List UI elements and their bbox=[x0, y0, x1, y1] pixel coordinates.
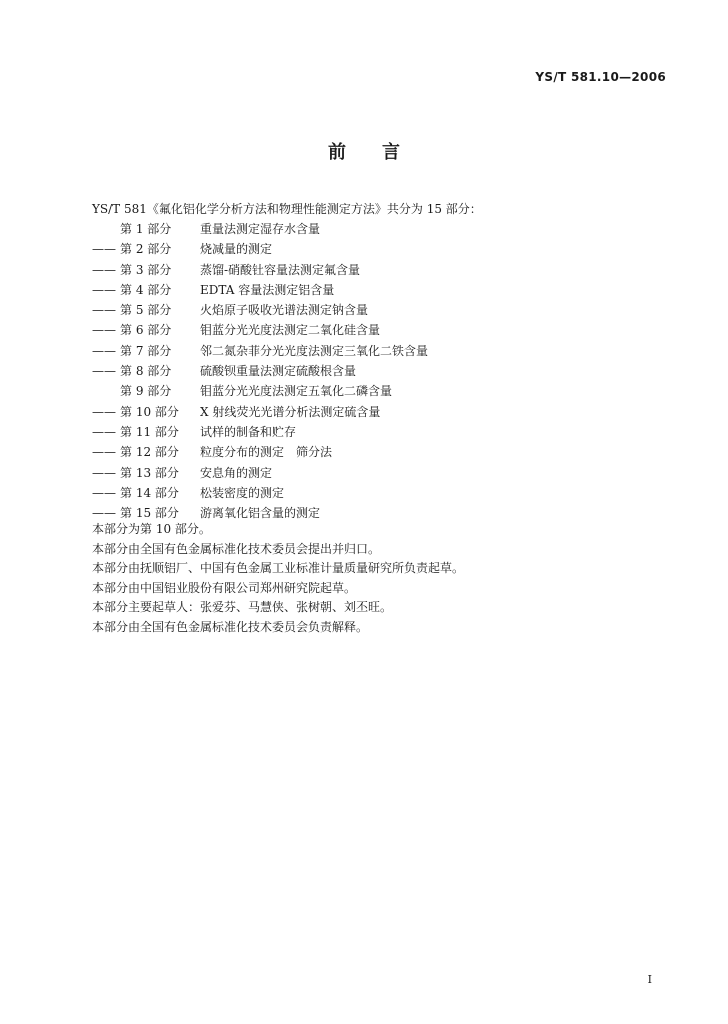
list-dash: —— bbox=[92, 343, 116, 358]
note-drafters: 本部分主要起草人：张爱芬、马慧侠、张树朝、刘丕旺。 bbox=[92, 600, 393, 615]
list-dash: —— bbox=[92, 445, 116, 460]
part-number: 第 2 部分 bbox=[120, 242, 172, 257]
list-dash: —— bbox=[92, 465, 116, 480]
list-item bbox=[92, 219, 652, 239]
list-dash bbox=[92, 381, 120, 401]
list-dash: —— bbox=[92, 242, 116, 257]
part-title: 钼蓝分光光度法测定二氧化硅含量 bbox=[200, 323, 381, 338]
note-proposer: 本部分由全国有色金属标准化技术委员会提出并归口。 bbox=[92, 541, 381, 556]
note-drafting-lead: 本部分由抚顺铝厂、中国有色金属工业标准计量质量研究所负责起草。 bbox=[92, 561, 465, 576]
part-number: 第 5 部分 bbox=[120, 303, 172, 318]
page-title: 前言 bbox=[328, 142, 436, 163]
list-dash: —— bbox=[92, 262, 116, 277]
page-number: I bbox=[647, 973, 652, 986]
part-number: 第 1 部分 bbox=[120, 222, 172, 236]
part-number: 第 13 部分 bbox=[120, 465, 179, 480]
list-item bbox=[92, 422, 652, 442]
list-dash bbox=[92, 219, 120, 239]
parts-list bbox=[92, 219, 652, 523]
list-dash: —— bbox=[92, 506, 116, 521]
note-part-number: 本部分为第 10 部分。 bbox=[92, 522, 211, 536]
part-number: 第 3 部分 bbox=[120, 262, 172, 277]
part-number: 第 14 部分 bbox=[120, 485, 179, 500]
list-item bbox=[92, 381, 652, 401]
part-number: 第 9 部分 bbox=[120, 384, 172, 399]
list-item bbox=[92, 361, 652, 381]
part-title: EDTA 容量法测定铝含量 bbox=[200, 282, 335, 297]
list-dash: —— bbox=[92, 404, 116, 419]
note-interpretation: 本部分由全国有色金属标准化技术委员会负责解释。 bbox=[92, 619, 369, 634]
part-number: 第 4 部分 bbox=[120, 282, 172, 297]
part-title: 试样的制备和贮存 bbox=[200, 424, 297, 439]
list-dash: —— bbox=[92, 424, 116, 439]
part-number: 第 7 部分 bbox=[120, 343, 172, 358]
part-title: 邻二氮杂菲分光光度法测定三氧化二铁含量 bbox=[200, 343, 429, 358]
note-drafting-org: 本部分由中国铝业股份有限公司郑州研究院起草。 bbox=[92, 580, 357, 595]
part-number: 第 15 部分 bbox=[120, 506, 179, 521]
list-dash: —— bbox=[92, 364, 116, 379]
list-dash: —— bbox=[92, 282, 116, 297]
list-dash: —— bbox=[92, 485, 116, 500]
list-item bbox=[92, 442, 652, 462]
part-title: 火焰原子吸收光谱法测定钠含量 bbox=[200, 303, 369, 318]
part-number: 第 12 部分 bbox=[120, 445, 179, 460]
part-number: 第 11 部分 bbox=[120, 424, 179, 439]
standard-code: YS/T 581.10—2006 bbox=[535, 70, 666, 84]
part-number: 第 6 部分 bbox=[120, 323, 172, 338]
part-title: 硫酸钡重量法测定硫酸根含量 bbox=[200, 364, 357, 379]
list-item bbox=[92, 463, 652, 483]
part-title: 安息角的测定 bbox=[200, 465, 273, 480]
part-title: 重量法测定湿存水含量 bbox=[200, 222, 321, 236]
part-title: 烧减量的测定 bbox=[200, 242, 273, 257]
list-dash: —— bbox=[92, 303, 116, 318]
part-title: 蒸馏-硝酸钍容量法测定氟含量 bbox=[200, 262, 361, 277]
part-number: 第 8 部分 bbox=[120, 364, 172, 379]
list-item bbox=[92, 300, 652, 320]
part-number: 第 10 部分 bbox=[120, 404, 179, 419]
part-title: 松装密度的测定 bbox=[200, 485, 285, 500]
list-item bbox=[92, 239, 652, 259]
list-item bbox=[92, 483, 652, 503]
part-title: 游离氧化铝含量的测定 bbox=[200, 506, 321, 521]
list-item bbox=[92, 280, 652, 300]
list-item bbox=[92, 402, 652, 422]
part-title: X 射线荧光光谱分析法测定硫含量 bbox=[200, 404, 381, 419]
list-item bbox=[92, 320, 652, 340]
list-item bbox=[92, 260, 652, 280]
intro-line: YS/T 581《氟化铝化学分析方法和物理性能测定方法》共分为 15 部分： bbox=[92, 202, 482, 216]
part-title: 粒度分布的测定 筛分法 bbox=[200, 445, 333, 460]
list-dash: —— bbox=[92, 323, 116, 338]
part-title: 钼蓝分光光度法测定五氧化二磷含量 bbox=[200, 384, 393, 399]
notes-section bbox=[92, 520, 464, 638]
list-item bbox=[92, 341, 652, 361]
